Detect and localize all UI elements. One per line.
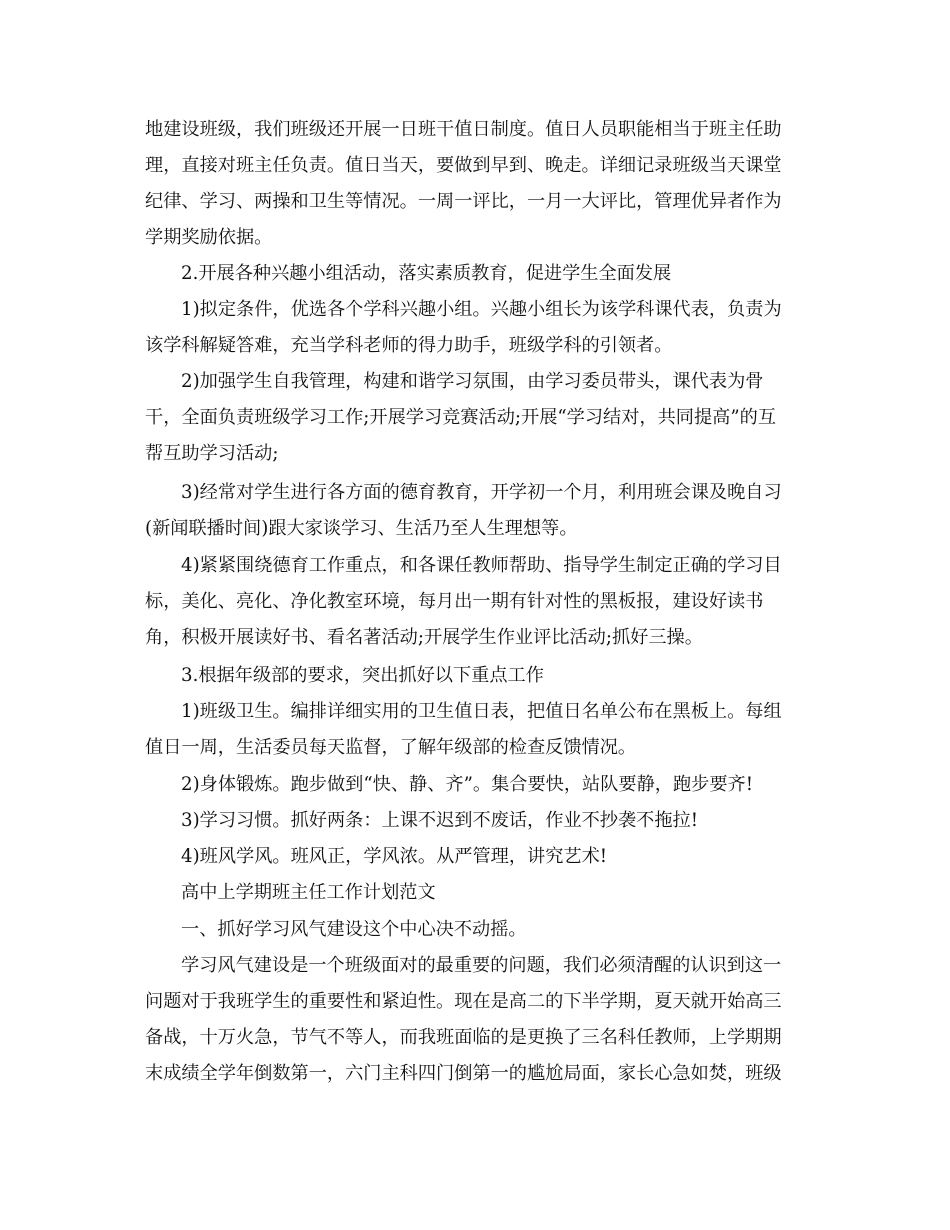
text-line: 帮互助学习活动; [145,443,279,464]
text-line: 角，积极开展读好书、看名著活动;开展学生作业评比活动;抓好三操。 [145,627,703,648]
paragraph-study-atmosphere [145,948,805,1092]
section-heading-study-atmosphere [145,912,805,948]
text-line: 问题对于我班学生的重要性和紧迫性。现在是高二的下半学期，夏天就开始高三 [145,991,782,1012]
list-item-key-work-1 [145,694,805,766]
text-line: 3)经常对学生进行各方面的德育教育，开学初一个月，利用班会课及晚自习 [181,482,782,503]
text-line: 地建设班级，我们班级还开展一日班干值日制度。值日人员职能相当于班主任助 [145,119,782,140]
list-item-key-work-3 [145,803,805,839]
text-line: 值日一周，生活委员每天监督，了解年级部的检查反馈情况。 [145,737,637,758]
list-item-key-work-4 [145,839,805,875]
text-line: (新闻联播时间)跟大家谈学习、生活乃至人生理想等。 [145,518,578,539]
text-line: 2)身体锻炼。跑步做到“快、静、齐”。集合要快，站队要静，跑步要齐! [181,774,754,795]
list-item-key-work-2 [145,767,805,803]
text-line: 1)班级卫生。编排详细实用的卫生值日表，把值日名单公布在黑板上。每组 [181,701,782,722]
list-item-interest-groups-3 [145,475,805,547]
paragraph-class-duty-system [145,112,805,256]
text-line: 备战，十万火急，节气不等人，而我班面临的是更换了三名科任教师，上学期期 [145,1027,782,1048]
text-line: 理，直接对班主任负责。值日当天，要做到早到、晚走。详细记录班级当天课堂 [145,155,782,176]
text-line: 2.开展各种兴趣小组活动，落实素质教育，促进学生全面发展 [181,263,672,284]
list-item-interest-groups-4 [145,548,805,656]
text-line: 标，美化、亮化、净化教室环境，每月出一期有针对性的黑板报，建设好读书 [145,591,764,612]
list-item-interest-groups-2 [145,364,805,472]
text-line: 1)拟定条件，优选各个学科兴趣小组。兴趣小组长为该学科课代表，负责为 [181,299,782,320]
text-line: 4)班风学风。班风正，学风浓。从严管理，讲究艺术! [181,846,608,867]
text-line: 该学科解疑答难，充当学科老师的得力助手，班级学科的引领者。 [145,335,673,356]
text-line: 3)学习习惯。抓好两条：上课不迟到不废话，作业不抄袭不拖拉! [181,810,699,831]
text-line: 学习风气建设是一个班级面对的最重要的问题，我们必须清醒的认识到这一 [181,955,782,976]
text-line: 4)紧紧围绕德育工作重点，和各课任教师帮助、指导学生制定正确的学习目 [181,555,782,576]
list-item-interest-groups-1 [145,292,805,364]
section-heading-interest-groups [145,256,805,292]
text-line: 高中上学期班主任工作计划范文 [181,882,436,903]
text-line: 2)加强学生自我管理，构建和谐学习氛围，由学习委员带头，课代表为骨 [181,371,764,392]
text-line: 末成绩全学年倒数第一，六门主科四门倒第一的尴尬局面，家长心急如焚，班级 [145,1063,782,1084]
text-line: 一、抓好学习风气建设这个中心决不动摇。 [181,919,527,940]
text-line: 干，全面负责班级学习工作;开展学习竞赛活动;开展“学习结对，共同提高”的互 [145,407,777,428]
section-heading-key-work [145,658,805,694]
text-line: 学期奖励依据。 [145,227,273,248]
text-line: 纪律、学习、两操和卫生等情况。一周一评比，一月一大评比，管理优异者作为 [145,191,782,212]
document-subtitle [145,875,805,911]
text-line: 3.根据年级部的要求，突出抓好以下重点工作 [181,665,544,686]
